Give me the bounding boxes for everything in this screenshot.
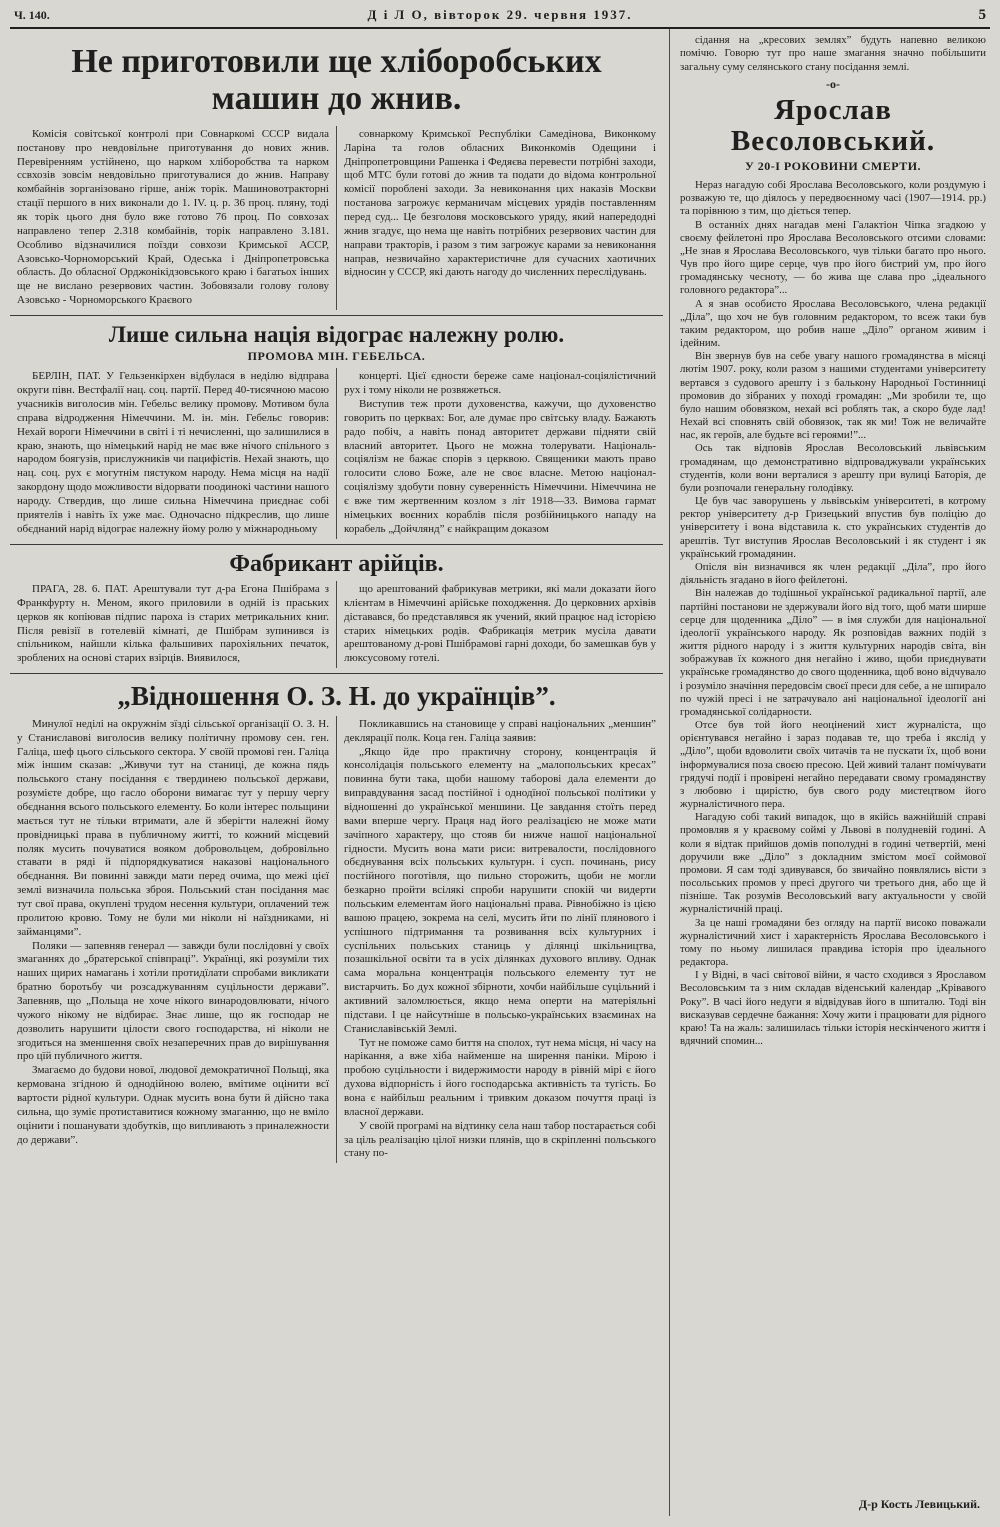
section-separator: -о-	[826, 77, 840, 92]
article-column: совнаркому Кримської Республіки Самедінова, Виконкому Ларіна та голов обласних Виконкомів Одещини і Дніпропетровщини Рашенка і Федяєва перевести потрібні заходи, щоб МТС були готові до жнив та подати до відома контрольної комісії пороблені заходи. За невиконання цих наказів Москви постанова загрожує керманичам місцевих урядів поставленням перед суд... Це безголовя московського уряду, який напередодні жнив згадує, що нема ще навіть потрібних резервових частин для направи тракторів, і разом з тим загрожує карами за невиконання направ, незвичайно характеристичне для сучасних хаотичних відносин у СССР, які дають нагоду до численних переслідувань.	[336, 126, 663, 310]
obituary-body: Нераз нагадую собі Ярослава Весоловського, коли роздумую і розважую те, що діялось у передвоєнному часі (1907—1914. рр.) та порівнюю з тим, що діється тепер. В останніх днях нагадав мені Галактіон Чіпка згадкою у своєму фейлетоні про Ярослава Весоловського отсими словами: „Не знав я Ярослава Весоловського, чув тільки багато про нього. Чув про його щире серце, чув про його бистрий ум, про його громадянську чесноту, — бо жива ще слава про „ідеального головного редактора”... А я знав особисто Ярослава Весоловського, члена редакції „Діла”, що хоч не був головним редактором, то всеж таки був таким редактором, що робив наше „Діло” органом живим і ідейним. Він звернув був на себе увагу нашого громадянства в місяці лютім 1907. року, коли разом з нашими студентами університету вертався з судового арешту і з балькону Народньої Гостинниці промовив до зібраних у поході громадян: „Ми зробили те, що було нашим обовязком, нехай всі роблять так, а скоро буде лад! Нехай всі сповнять свій обовязок, так як ми! Тож не величайте нас, як героїв, але будьте всі героями!”... Ось так відповів Ярослав Весоловський львівським громадянам, що демонстративно відпроваджували українських студентів, коли вони верталися з арешту при вулиці Баторія, де були розпочали генеральну голодівку. Це був час заворушень у львівськім університеті, в котрому ректор університету д-р Гризецький впустив був поліцію до університету і вона відставила к. сто українських студентів до арештів. Тут виступив Ярослав Весоловський і як студент і як український громадянин. Опісля він визначився як член редакції „Діла”, про його діяльність згадано в його фейлетоні. Він належав до тодішньої української радикальної партії, але партійні постанови не здержували його від того, щоб мати ширше серце для щоденника „Діло” — в імя служби для національної ідеології українського народу. Як розповідав важних подій з життя рідного народу і з життя культурних народів світа, він зображував їх кожного дня негайно і живо, щоби приєднувати українське громадянство до свого щоденника, щоб воно відчувало і розуміло значіння передовсім своєї преси для себе, а не шпирало по чужій пресі і не затрачувало ані національної ідеології ані громадянської солідарности. Отсе був той його неоцінений хист журналіста, що орієнтувався негайно і зараз подавав те, що треба і якслід у „Діло”, щоби вдоволити своїх читачів та не пускати їх, щоб вони інформувалися поза своєю пресою. Цей живий талант помічувати грядучі події і провірені негайно передавати свому громадянству з любовю і щирістю, був свого роду мистецтвом його журналістичного пера. Нагадую собі такий випадок, що в якійсь важнійшій справі промовляв я у краєвому соймі у Львові в полудневій годині. А коли я відтак прийшов домів пополудні в годині четвертій, мені доручили вже „Діло” з докладним змістом моєї соймової промови. Я сам тоді здивувався, бо звичайно появлялись вісти з посольських промов у пресі другого чи третього дня, або ще й пізніше. Так розумів Весоловський вагу актуальности у своїй журналістичній праці. За це наші громадяни без огляду на партії високо поважали журналістичний хист і характерність Ярослава Весоловського і тому по ньому лишилася правдива історія про ідеального редактора. І у Відні, в часі світової війни, я часто сходився з Ярославом Весоловським та з ним складав віденський календар „Крівавого Року”. В часі його недуги я відвідував його в шпиталю. Тоді він висказував сердечне бажання: Хочу жити і працювати для рідного краю! Та на жаль: залишилась тільки історія нескінченого життя і вдячний спомин...	[680, 179, 986, 1048]
article-column: ПРАГА, 28. 6. ПАТ. Арештували тут д-ра Егона Пшібрама з Франкфурту н. Меном, якого приловили в одній із праських церков як копіював підпис пароха із старих метрикальних книг. Після ревізії в готелевій кімнаті, де Пшібрам зупинився із спільником, найшли кілька фальшивих парохіяльних печаток, зроблених на основі старих взірців. Виявилося,	[17, 582, 329, 665]
page-content	[10, 29, 990, 1516]
article-headline: „Відношення О. З. Н. до українців”.	[117, 681, 556, 712]
page-number: 5	[978, 7, 986, 23]
obituary-subhead: У 20-І РОКОВИНИ СМЕРТИ.	[744, 159, 922, 173]
article-harvest-machines	[10, 29, 663, 310]
article-column: що арештований фабрикував метрики, які мали доказати його клієнтам в Німеччині арійське походження. До церковних архівів діставався, бо представлявся як учений, який працює над історією старих німецьких родів. Фабрикація метрик мусіла давати арештованому д-рові Пшібрамові гарні доходи, бо замешкав був у люксусовому готелі.	[336, 581, 663, 668]
article-ozn-ukrainians	[10, 673, 663, 1163]
issue-number: Ч. 140.	[14, 8, 50, 22]
article-columns	[10, 126, 663, 310]
masthead-title: Д і Л О, вівторок 29. червня 1937.	[367, 7, 633, 22]
obituary-headline: Ярослав Весоловський.	[730, 94, 936, 157]
article-column: Комісія совітської контролі при Совнаркомі СССР видала постанову про невдовільне приготування до нових жнив. Перевіренням устійнено, що нарком хліборобства та нарком ссвхозів зовсім невдовільно приготувалися до жнив. Направу комбайнів зорганізовано гірше, аніж торік. Машиновотракторні стації першого в них виконали до 1. IV. ц. р. 36 проц. пляну, тоді як торік цього дня було вже готово 76 проц. По совхозах направлено тепер 2.318 комбайнів, торік направлено 3.181. Особливо відзначилися поїзди совхози Кримської АССР, Азовсько-Чорноморський Край, Одеська і Дніпропетровська область. До обласної Орджонікідзовського краю і багатьох інших ще не вислано резервових частин. Зобовязали голову голову Азовсько - Чорноморського Краєвого	[17, 127, 329, 307]
masthead	[10, 4, 990, 29]
article-column: концерті. Цієї єдности береже саме націонал-соціялістичний рух і тому ніколи не розвяжеться. Виступив теж проти духовенства, кажучи, що духовенство говорить по церквах: Бог, але думає про світську владу. Бажають радо побіч, а навіть понад авторитет держави підняти свій власний авторитет. Цього не можна толерувати. Національ-соціялізм не бажає спорів з церквою. Священики мають право голосити слово Боже, але не своє власне. Метою націонал-соціялізму здобути повну суверенність Німеччини. Німеччина не є вже тим жертвенним козлом з літ 1918—33. Вимова гармат німецьких воєнних кораблів після розбійницького нападу на корабель „Дойчлянд” є найкращим доказом	[336, 368, 663, 538]
author-signature: Д-р Кость Левицький.	[858, 1497, 980, 1511]
right-column	[670, 29, 990, 1516]
article-column: Покликавшись на становище у справі національних „меншин” деклярації полк. Коца ген. Галіца заявив: „Якщо йде про практичну сторону, концентрація й консолідація польського елементу на „малопольських кресах” повинна бути така, щоби нашому таборові дала елементи до виправдування засад постійної і однодїної польської політики у відношенні до української меншини. Це завдання стоїть перед вами вперше чергу. Праця над його реалізацією не може мати зачіпного характеру, що стояв би нижче нашої національної гідности. Мусить вона мати риси: витревалости, послідовного обєднування всіх польських культурн. і сусп. починань, рису постійного поготівля, що пильно сторожить, щоби не могли безкарно пройти всілякі спроби нарушити спокій чи видерти польським елементам його національні права. Рівнобіжно із цією вашою працею, зокрема на селі, мусить йти по лінії плянового і успішного підтримання та розвивання всіх культурних і суспільних польських станиць у ділянці шкільництва, позашкільної освіти та в усіх ділянках духового впливу. Однак сама моральна концентрація польського елементу тут не вистарчить. Бо дух кожної збірноти, хочби найбільше суцільний і активний заломлюється, якщо нема оперти на матеріяльні підстави. І це найсутніше в польсько-українських взаєминах на Станиславівській Землі. Тут не поможе само биття на сполох, тут нема місця, ні часу на нарікання, а вже хіба найменше на ширення паніки. Мірою і пробою суцільности і видержимости народу в рівній мірі є його духова відпорність і його господарська активність та тугість. Бо вона є найбільш реальним і тривким доказом почуття праці із власної держави. У своїй програмі на відтинку села наш табор постарається собі за ціль реалізацію цілої низки плянів, що в скріпленні польського стану по-	[336, 716, 663, 1164]
article-subhead: ПРОМОВА МІН. ГЕБЕЛЬСА.	[247, 349, 426, 364]
article-columns	[10, 368, 663, 538]
article-column: БЕРЛІН, ПАТ. У Гельзенкірхен відбулася в неділю відправа округи півн. Вестфалії нац. соц. партії. Перед 40-тисячною масою учасників виголосив мін. Гебельс велику промову. Мотивом була справа відродження Німеччини. М. ін. мін. Гебельс говорив: Нехай вороги Німеччини в світі і ті нечисленні, що залишилися в краю, знають, що німецький нарід не має вже нічого спільного з народом боягузів, прислужників чи пацифістів. Нехай знають, що нац. соц. рух є могутнім пястуком народу. Нема місця на надії закордону щодо можливости відорвати поодинокі частини нашого народу. Ствердив, що лише сильна Німеччина приєднає собі приятелів і навіть їх уже має. Одночасно підкреслив, що лише обєднаний нарід відограє належну йому ролю у міжнародньому	[17, 370, 329, 535]
article-headline: Не приготовили ще хліборобських машин до жнив.	[71, 43, 602, 118]
article-columns	[10, 716, 663, 1164]
article-headline: Лише сильна нація відограє належну ролю.	[108, 321, 565, 347]
article-column: Минулої неділі на окружнім зїзді сільської організації О. З. Н. у Станиславові виголосив велику політичну промову сен. ген. Галіца, шеф цього сільського сектора. У своїй промові ген. Галіца між іншим сказав: „Живучи тут на станиці, де кожна пядь польського стану посідання є твердинею польської держави, розумієте добре, що гасло оборони вимагає тут у першу чергу обєднання всього польського елементу. Бо коли інтерес польщини мається тут не тільки втримати, але й зберігти належні йому провідницькі права в публичному житті, то кожний місцевий поляк мусить почуватися вояком добровольцем, добровільно ставати в ряді й підпорядкуватися наказові національного обєднання. Ви повинні завжди мати перед очима, що межі цієї землі визначила польська зброя. Польський стан посідання має тут свої права, окуплені трудом несення культури, оплачений теж пролитою кровю. Тому не були ми ніколи ні наїздниками, ні займанцями”. Поляки — запевняв генерал — завжди були послідовні у своїх змаганнях до „братерської співпраці”. Українці, які розуміли тих наших щирих намагань і хотіли протидїлати спробами викликати братню боротьбу чи розсаджуванням суцільности держави”. Запевняв, що „Польща не хоче нікого винародовлювати, нічого чужого нікому не відбирає. Знає лише, що як господар не дозволить нарушити цілости свого господарства, ні ніколи не згодиться на зменшення своїх незаперечних прав до вирішування про цїй публичного життя. Змагаємо до будови нової, людової демократичної Польщі, яка кермована згідною й однодійною волею, вмітиме оцінити всї вартости рідної культури. Однак мусить вона бути й дійсно така сильна, що зуміє протиставитися кожному змаганню, що не вміло оцінити і пошанувати здобутків, що випливають з приналежности до держави”.	[17, 717, 329, 1146]
left-section	[10, 29, 670, 1516]
continuation-text: сідання на „кресових землях” будуть напевно великою помічю. Говорю тут про наше змагання значно побільшити загальну суму селянського стану посідання землі.	[680, 34, 986, 73]
article-columns	[10, 581, 663, 668]
article-aryan-fabricator	[10, 544, 663, 669]
article-goebbels-speech	[10, 315, 663, 539]
article-headline: Фабрикант арійців.	[229, 550, 444, 577]
